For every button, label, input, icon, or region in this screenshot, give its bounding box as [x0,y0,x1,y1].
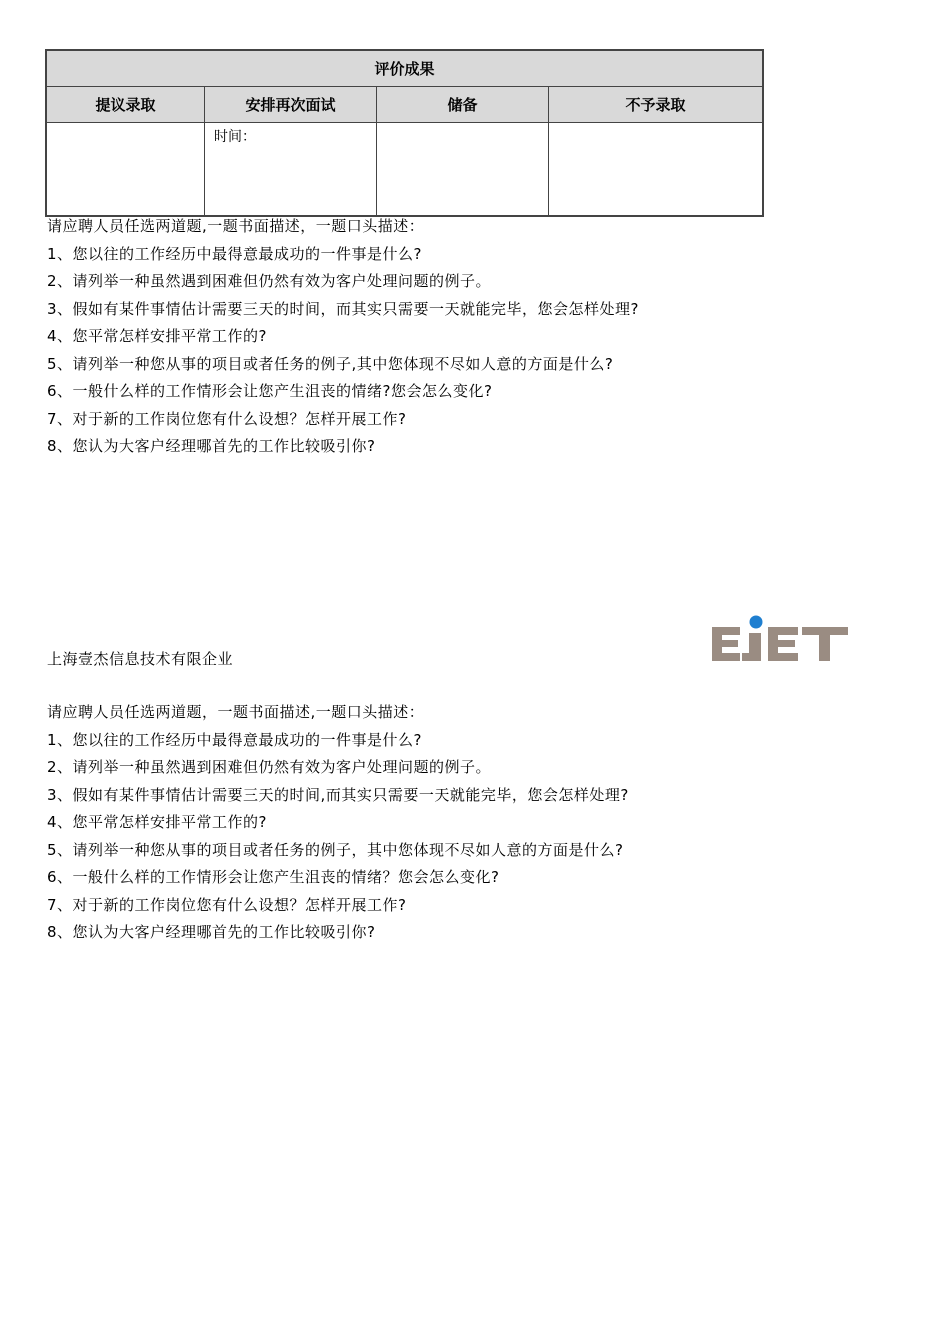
question-item: 4、您平常怎样安排平常工作的? [47,327,268,345]
cell-reject [549,123,764,217]
company-logo [710,614,850,664]
evaluation-table-title: 评价成果 [46,50,763,87]
question-item: 2、请列举一种虽然遇到困难但仍然有效为客户处理问题的例子。 [47,272,492,290]
question-item: 6、一般什么样的工作情形会让您产生沮丧的情绪？您会怎么变化? [47,868,500,886]
question-item: 7、对于新的工作岗位您有什么设想？怎样开展工作? [47,895,407,914]
question-item: 8、您认为大客户经理哪首先的工作比较吸引你? [47,437,376,455]
question-item: 6、一般什么样的工作情形会让您产生沮丧的情绪?您会怎么变化? [47,382,493,400]
column-reject: 不予录取 [549,87,764,123]
question-item: 5、请列举一种您从事的项目或者任务的例子，其中您体现不尽如人意的方面是什么? [47,840,624,859]
question-item: 2、请列举一种虽然遇到困难但仍然有效为客户处理问题的例子。 [47,758,492,776]
cell-text: 时间： [214,129,256,145]
questions-intro: 请应聘人员任选两道题，一题书面描述,一题口头描述： [47,703,425,721]
column-recommend-hire: 提议录取 [46,87,205,123]
cell-reserve [377,123,549,217]
question-item: 1、您以往的工作经历中最得意最成功的一件事是什么? [47,244,423,263]
cell-second-interview [205,123,377,217]
question-item: 5、请列举一种您从事的项目或者任务的例子,其中您体现不尽如人意的方面是什么? [47,354,614,373]
cell-text [549,123,762,126]
column-reserve: 储备 [377,87,549,123]
question-item: 8、您认为大客户经理哪首先的工作比较吸引你? [47,923,376,941]
column-second-interview: 安排再次面试 [205,87,377,123]
questions-section-2 [47,699,629,947]
company-name: 上海壹杰信息技术有限企业 [47,650,234,668]
cell-recommend-hire [46,123,205,217]
evaluation-table [45,49,764,217]
questions-section-1 [47,213,639,461]
question-item: 3、假如有某件事情估计需要三天的时间,而其实只需要一天就能完毕，您会怎样处理? [47,785,629,804]
question-item: 3、假如有某件事情估计需要三天的时间，而其实只需要一天就能完毕，您会怎样处理? [47,299,640,318]
question-item: 1、您以往的工作经历中最得意最成功的一件事是什么? [47,730,423,749]
question-item: 7、对于新的工作岗位您有什么设想？怎样开展工作? [47,409,407,428]
cell-text [47,123,204,126]
cell-text [377,123,548,126]
question-item: 4、您平常怎样安排平常工作的? [47,813,268,831]
questions-intro: 请应聘人员任选两道题,一题书面描述，一题口头描述： [47,217,425,235]
